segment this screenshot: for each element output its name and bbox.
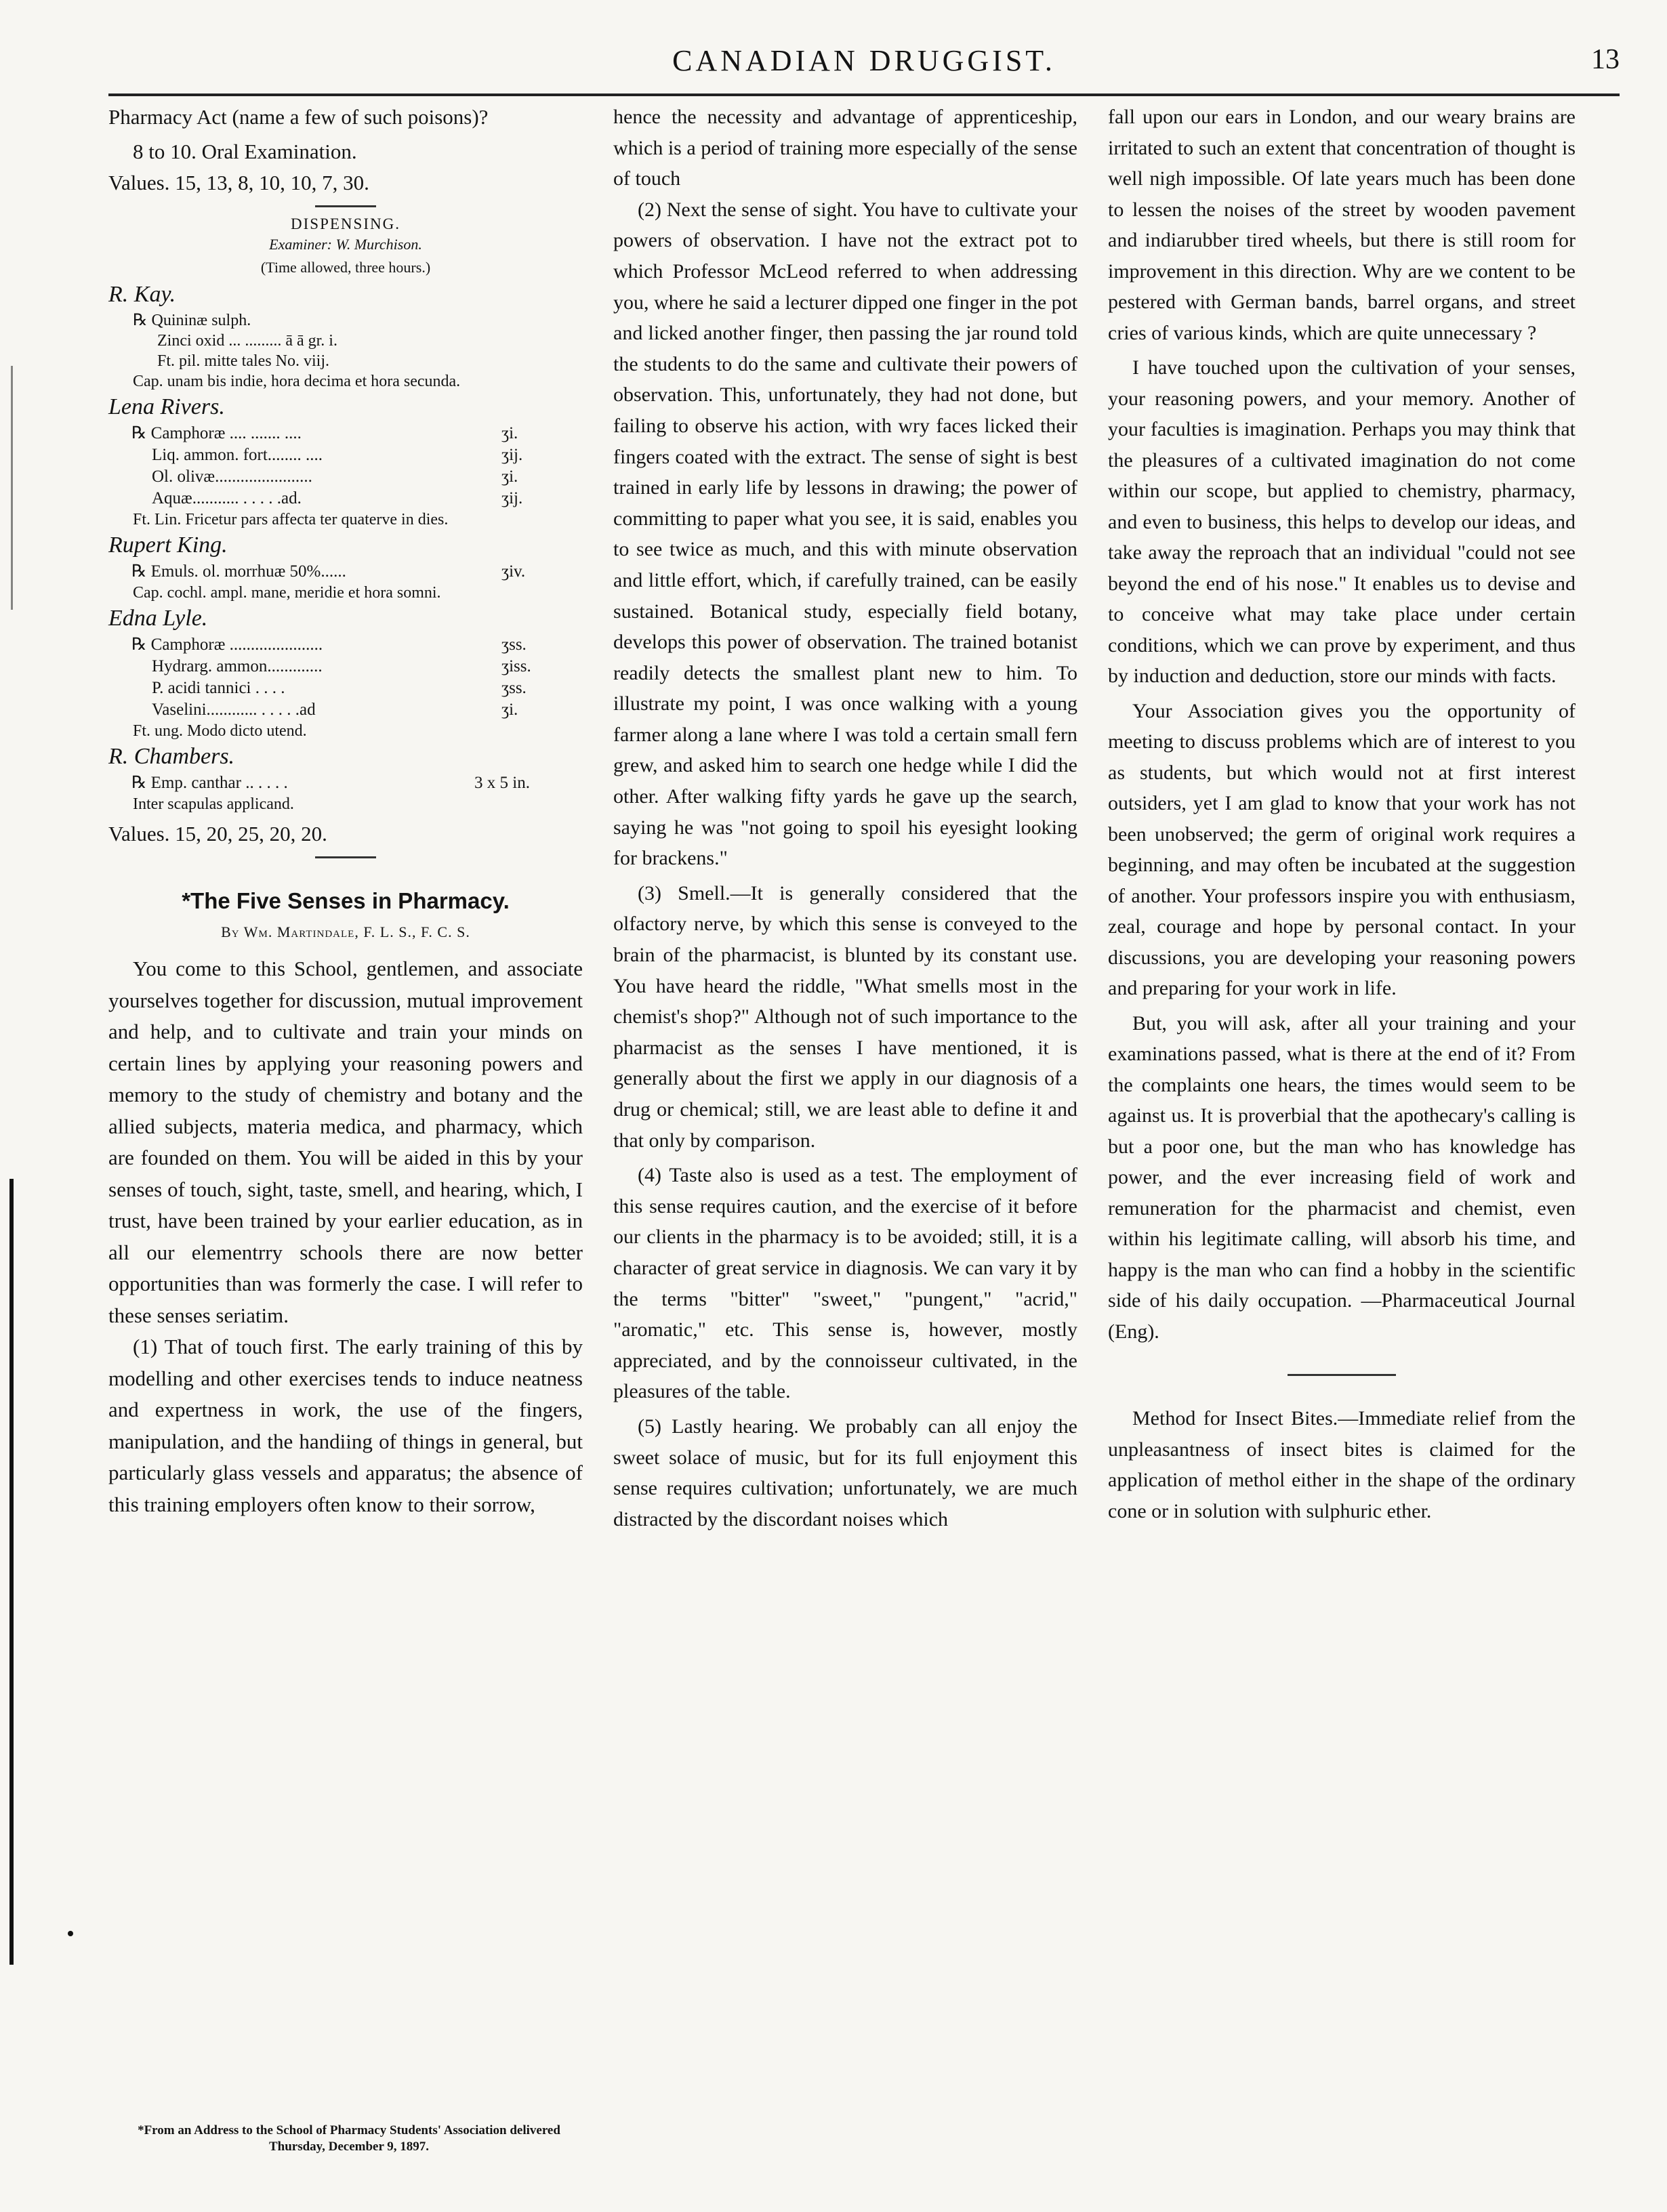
recipe-line: Cap. unam bis indie, hora decima et hora secunda.	[133, 373, 461, 390]
recipe-direction: Ft. Lin. Fricetur pars affecta ter quaterve in dies.	[133, 511, 449, 528]
scan-speck	[68, 1931, 73, 1936]
column-1	[108, 102, 583, 1520]
article-paragraph: (4) Taste also is used as a test. The employment of this sense requires caution, and the exercise of it before our clients in the pharmacy is to be avoided; still, it is a character of great service in diagnosis. We can vary it by the terms "bitter" "sweet," "pungent," "acrid," "aromatic," etc. This sense is, however, mostly appreciated, and by the connoisseur cultivated, in the pleasures of the table.	[613, 1164, 1077, 1403]
examiner-line: Examiner: W. Murchison.	[269, 236, 422, 253]
recipe-name-rivers: Lena Rivers.	[108, 394, 225, 419]
recipe-line: Zinci oxid ... ......... ā ā gr. i.	[157, 332, 337, 350]
page-number: 13	[1591, 44, 1620, 75]
footnote: *From an Address to the School of Pharmacy Students' Association delivered Thursday, December 9, 1897.	[138, 2123, 560, 2154]
article-paragraph: (5) Lastly hearing. We probably can all enjoy the sweet solace of music, but for its full enjoyment this sense requires cultivation; unfortunately, we are much distracted by the discordant noises which	[613, 1415, 1077, 1530]
article-paragraph: Your Association gives you the opportunity of meeting to discuss problems which are of interest to you as students, but which would not at first interest outsiders, yet I am glad to know that your work has not been unobserved; the germ of original work requires a beginning, and may often be incubated at the suggestion of another. Your professors inspire you with enthusiasm, zeal, courage and hope by personal contact. In your discussions, you are developing your reasoning powers and preparing for your work in life.	[1108, 699, 1576, 999]
oral-examination: 8 to 10. Oral Examination.	[133, 139, 357, 163]
recipe-item: Liq. ammon. fort........ .... ʒij.	[152, 446, 523, 464]
divider	[1288, 1374, 1396, 1376]
recipe-line: Ft. pil. mitte tales No. viij.	[157, 352, 329, 370]
recipe-direction: Cap. cochl. ampl. mane, meridie et hora somni.	[133, 584, 441, 602]
recipe-item: Aquæ........... . . . . .ad. ʒij.	[152, 489, 523, 507]
dispensing-heading: DISPENSING.	[291, 215, 400, 232]
divider	[315, 856, 376, 858]
scan-edge-mark	[9, 1179, 14, 1965]
article-paragraph: I have touched upon the cultivation of your senses, your reasoning powers, and your memory. Another of your faculties is imagination. Perhaps you may think that the pleasures of a cultivated imagination do not come within our scope, but applied to chemistry, pharmacy, and even to business, this helps to develop our ideas, and take away the reproach that an individual "could not see beyond the end of his nose." It enables us to devise and to conceive what may take place under certain conditions, which we can prove by experiment, and thus by induction and deduction, store our minds with facts.	[1108, 356, 1576, 687]
scan-edge-mark	[11, 366, 13, 610]
recipe-name-king: Rupert King.	[108, 533, 228, 558]
recipe-name-kay: R. Kay.	[108, 282, 176, 307]
recipe-item: Vaselini............ . . . . .ad ʒi.	[152, 701, 518, 719]
exam-question: Pharmacy Act (name a few of such poisons)?	[108, 105, 489, 129]
recipe-name-chambers: R. Chambers.	[108, 744, 235, 769]
values-line: Values. 15, 20, 25, 20, 20.	[108, 822, 327, 846]
divider	[315, 205, 376, 207]
time-allowed: (Time allowed, three hours.)	[260, 259, 431, 276]
article-paragraph: (1) That of touch first. The early training of this by modelling and other exercises tends to induce neatness and expertness in work, the use of the fingers, manipulation, and the handiing of things in general, but particularly glass vessels and apparatus; the absence of this training employers often know to their sorrow,	[108, 1335, 583, 1516]
article-title: *The Five Senses in Pharmacy.	[182, 888, 510, 913]
article-byline: By Wm. Martindale, F. L. S., F. C. S.	[221, 923, 470, 940]
column-2	[613, 102, 1077, 1535]
recipe-line: ℞ Quininæ sulph.	[133, 312, 251, 329]
running-title: CANADIAN DRUGGIST.	[672, 44, 1056, 77]
recipe-direction: Ft. ung. Modo dicto utend.	[133, 722, 307, 740]
recipe-item: ℞ Emuls. ol. morrhuæ 50%...... ʒiv.	[131, 562, 526, 581]
recipe-direction: Inter scapulas applicand.	[133, 795, 294, 813]
recipe-item: P. acidi tannici . . . . ʒss.	[152, 679, 527, 697]
recipe-item: ℞ Camphoræ .... ....... .... ʒi.	[131, 424, 518, 442]
insect-bites-paragraph: Method for Insect Bites.—Immediate relief from the unpleasantness of insect bites is claimed for the application of methol either in the shape of the ordinary cone or in solution with sulphuric ether.	[1108, 1407, 1576, 1522]
article-paragraph: You come to this School, gentlemen, and associate yourselves together for discussion, mutual improvement and help, and to cultivate and train your minds on certain lines by applying your reasoning powers and memory to the study of chemistry and botany and the allied subjects, materia medica, and pharmacy, which are founded on them. You will be aided in this by your senses of touch, sight, taste, smell, and hearing, which, I trust, have been trained by your earlier education, as in all our elementrry schools there are now better opportunities than was formerly the case. I will refer to these senses seriatim.	[108, 957, 583, 1327]
recipe-item: Hydrarg. ammon............. ʒiss.	[152, 657, 531, 675]
recipe-item: ℞ Camphoræ ...................... ʒss.	[131, 635, 527, 654]
running-header	[108, 39, 1620, 96]
article-paragraph: (3) Smell.—It is generally considered that the olfactory nerve, by which this sense is conveyed to the brain of the pharmacist, is blunted by its constant use. You have heard the riddle, "What smells most in the chemist's shop?" Although not of such importance to the pharmacist as the senses I have mentioned, it is generally about the first we apply in our diagnosis of a drug or chemical; still, we are least able to define it and that only by comparison.	[613, 881, 1077, 1152]
column-3	[1108, 102, 1576, 1526]
article-paragraph: fall upon our ears in London, and our weary brains are irritated to such an extent that concentration of thought is well nigh impossible. Of late years much has been done to lessen the noises of the street by wooden pavement and indiarubber tired wheels, but there is still room for improvement in this direction. Why are we content to be pestered with German bands, barrel organs, and street cries of various kinds, which are quite unnecessary ?	[1108, 106, 1576, 344]
recipe-name-lyle: Edna Lyle.	[108, 606, 208, 631]
recipe-item: ℞ Emp. canthar .. . . . . 3 x 5 in.	[131, 774, 530, 792]
article-paragraph: But, you will ask, after all your training and your examinations passed, what is there at the end of it? From the complaints one hears, the times would seem to be against us. It is proverbial that the apothecary's calling is but a poor one, but the man who has knowledge has power, and the ever increasing field of work and remuneration for the pharmacist and chemist, even within his legitimate calling, will absorb his time, and happy is the man who can find a hobby in the scientific side of his daily occupation. —Pharmaceutical Journal (Eng).	[1108, 1011, 1576, 1343]
article-paragraph: (2) Next the sense of sight. You have to cultivate your powers of observation. I have not the extract pot to which Professor McLeod referred to when addressing you, where he said a lecturer dipped one finger in the pot and licked another finger, then passing the jar round told the students to do the same and cultivate their powers of observation. This, unfortunately, they had not done, but failing to observe his action, with wry faces licked their fingers coated with the extract. The sense of sight is best trained in early life by lessons in drawing; the power of committing to paper what you see, it is said, enables you to see twice as much, and this with minute observation and little effort, which, if carefully trained, can be easily sustained. Botanical study, especially field botany, develops this power of observation. The trained botanist readily detects the smallest plant new to him. To illustrate my point, I was once walking with a young farmer along a lane where I was told a certain small fern grew, and asked him to search one hedge while I did the other. After walking fifty yards he gave up the search, saying he was "not going to spoil his eyesight looking for brackens."	[613, 198, 1077, 870]
recipe-item: Ol. olivæ....................... ʒi.	[152, 467, 518, 486]
values-line: Values. 15, 13, 8, 10, 10, 7, 30.	[108, 171, 369, 194]
article-paragraph: hence the necessity and advantage of apprenticeship, which is a period of training more especially of the sense of touch	[613, 106, 1077, 190]
